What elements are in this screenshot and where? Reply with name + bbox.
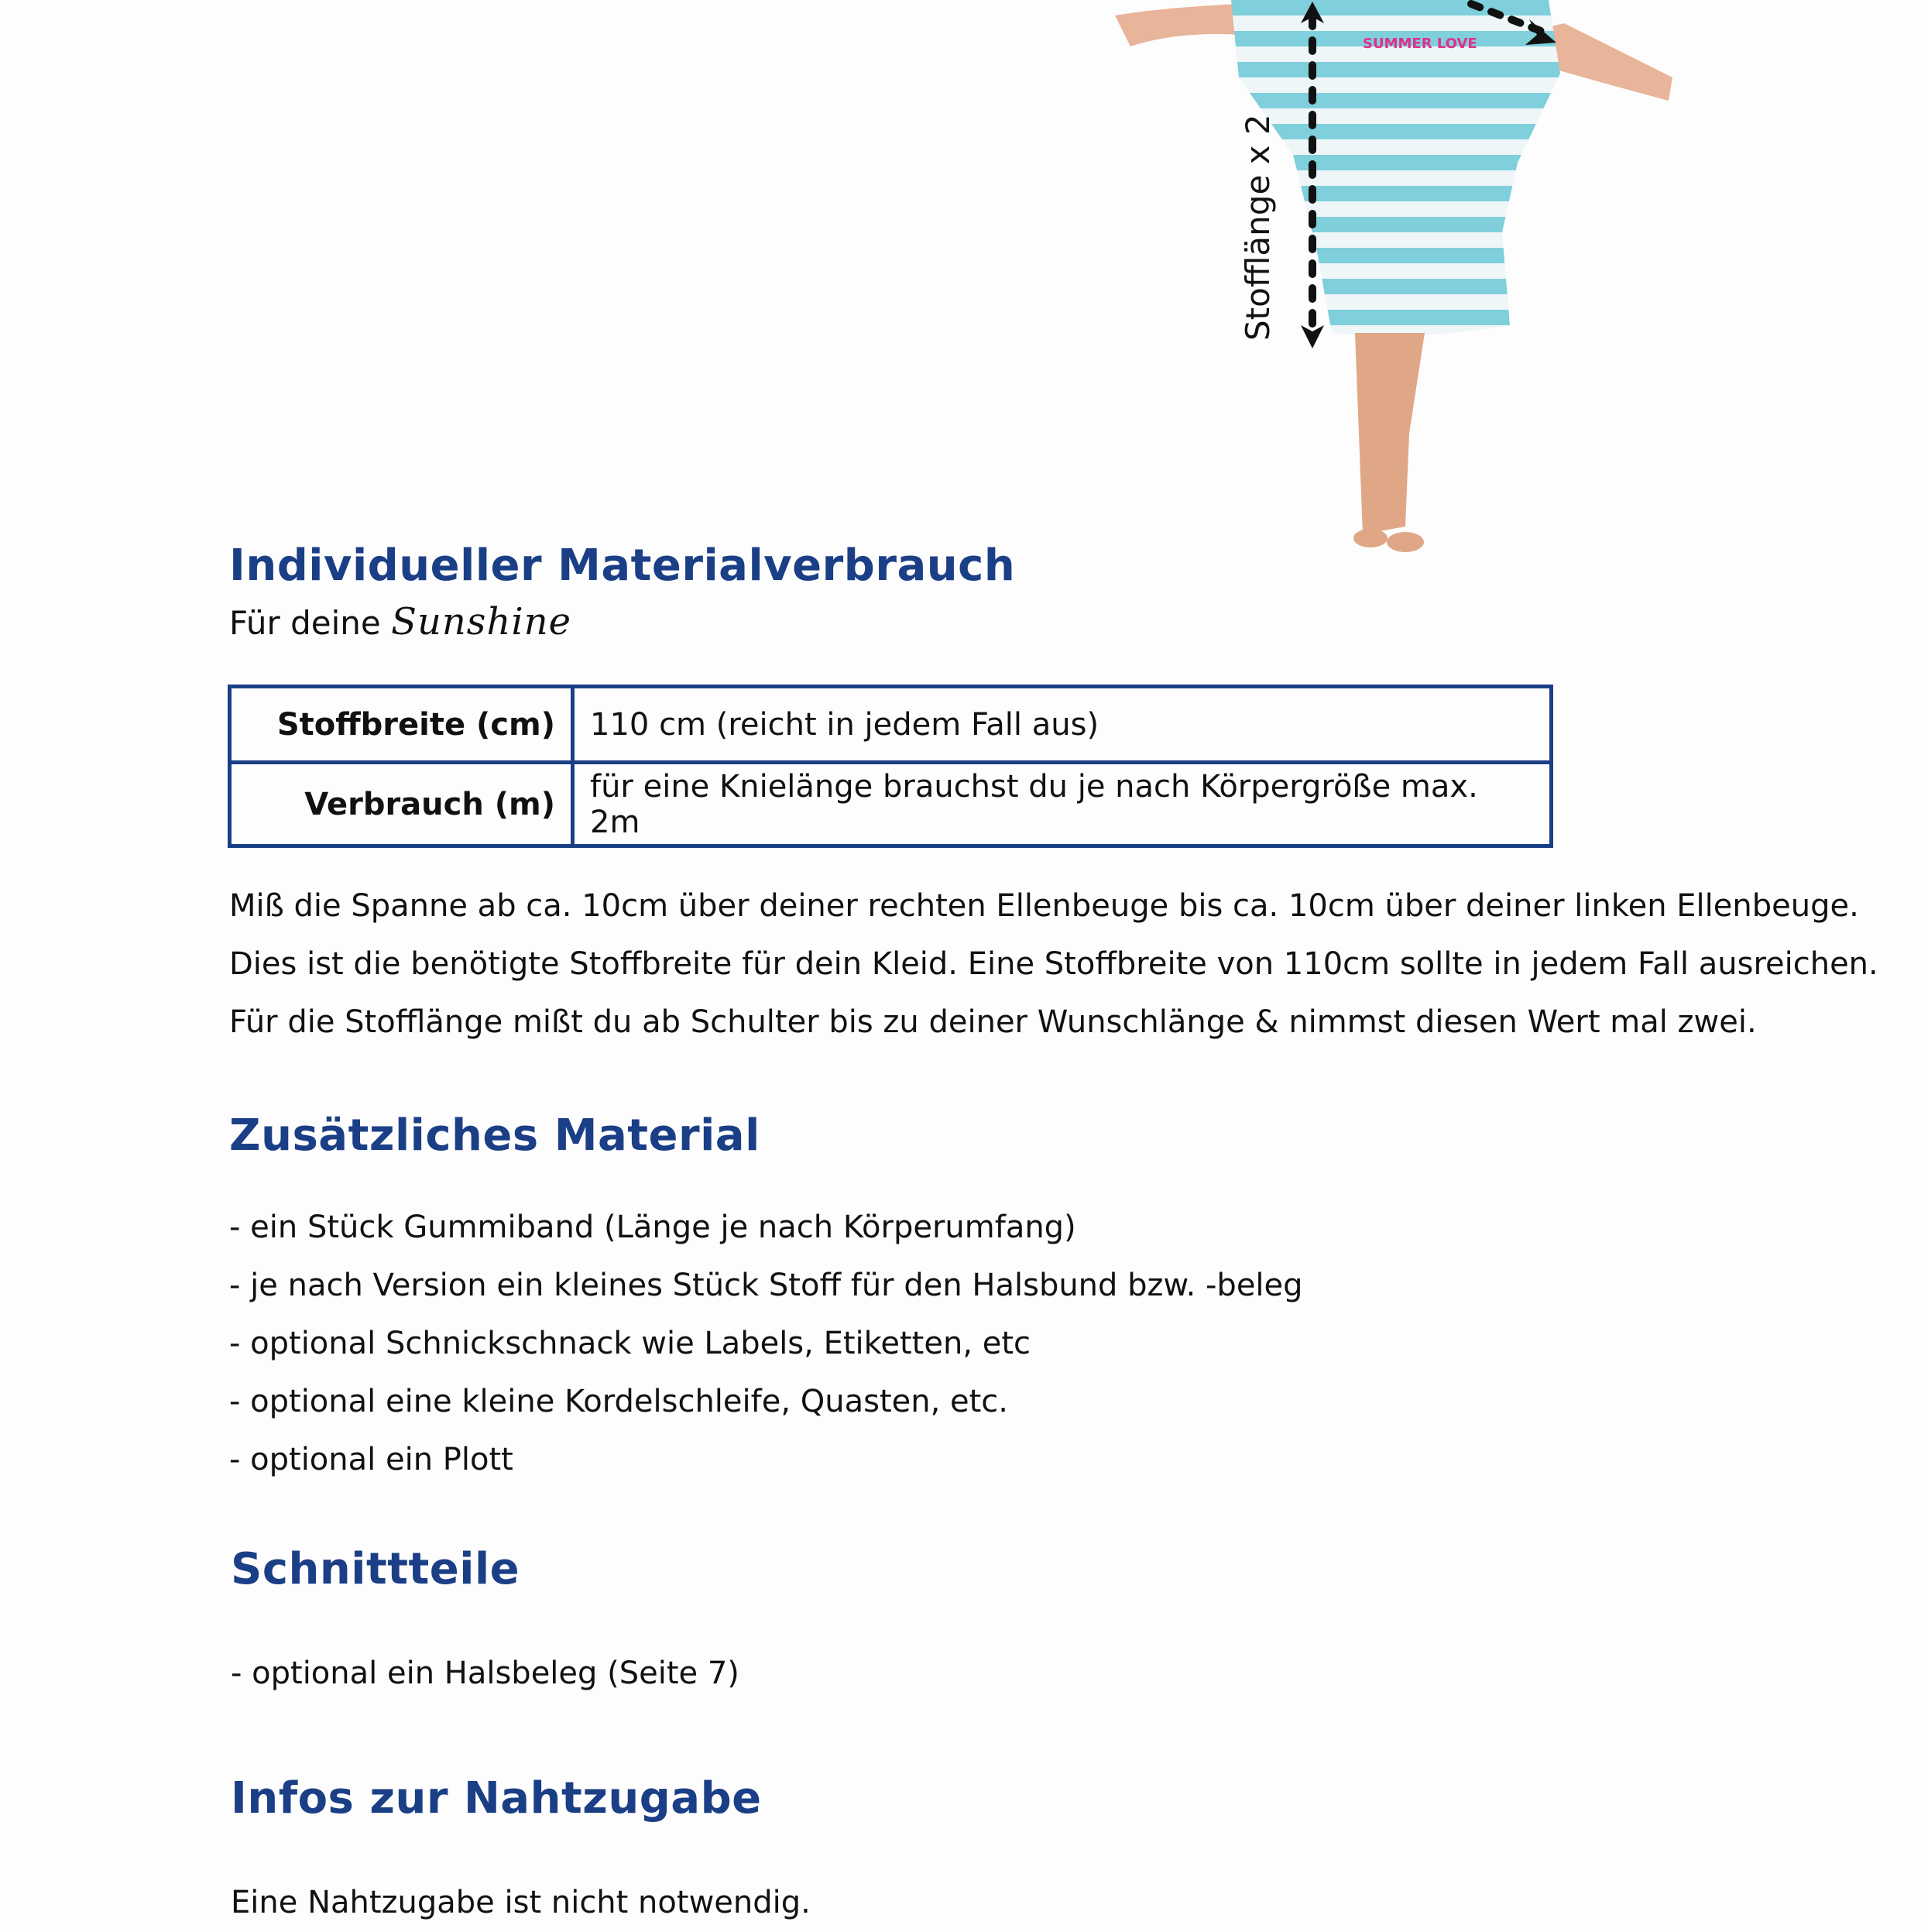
section-title-zusaetzliches-material: Zusätzliches Material: [229, 1110, 760, 1161]
nahtzugabe-text: Eine Nahtzugabe ist nicht notwendig.: [231, 1885, 811, 1920]
instruction-line: Miß die Spanne ab ca. 10cm über deiner rechten Ellenbeuge bis ca. 10cm über deiner linken Ellenbeuge.: [229, 888, 1859, 924]
section-title-nahtzugabe: Infos zur Nahtzugabe: [231, 1773, 762, 1824]
left-arm: [1115, 4, 1243, 46]
table-label: Verbrauch (m): [230, 763, 573, 846]
measure-label: Stofflänge x 2: [1239, 114, 1277, 341]
arrow-head-down-icon: [1301, 325, 1324, 348]
dress-photo: [1099, 0, 1688, 573]
list-item: - je nach Version ein kleines Stück Stoff für den Halsbund bzw. -beleg: [229, 1268, 1303, 1303]
table-label: Stoffbreite (cm): [230, 687, 573, 763]
list-item: - optional ein Halsbeleg (Seite 7): [231, 1656, 739, 1691]
table-row: [230, 687, 1552, 763]
schnittteile-list: [231, 1645, 739, 1703]
subtitle: [229, 600, 571, 643]
legs: [1355, 333, 1425, 534]
list-item: - optional Schnickschnack wie Labels, Etiketten, etc: [229, 1326, 1031, 1361]
table-value: 110 cm (reicht in jedem Fall aus): [573, 687, 1552, 763]
subtitle-script: Sunshine: [391, 600, 572, 643]
section-title-materialverbrauch: Individueller Materialverbrauch: [229, 540, 1016, 591]
table-value: für eine Knielänge brauchst du je nach Körpergröße max. 2m: [573, 763, 1552, 846]
material-list: [229, 1199, 1303, 1489]
instructions: [229, 877, 1878, 1052]
list-item: - ein Stück Gummiband (Länge je nach Körperumfang): [229, 1210, 1076, 1245]
section-title-schnittteile: Schnittteile: [231, 1544, 520, 1594]
instruction-line: Dies ist die benötigte Stoffbreite für dein Kleid. Eine Stoffbreite von 110cm sollte in jedem Fall ausreichen.: [229, 946, 1878, 982]
material-table: [228, 685, 1553, 848]
shirt-print: SUMMER LOVE: [1363, 36, 1477, 52]
instruction-line: Für die Stofflänge mißt du ab Schulter bis zu deiner Wunschlänge & nimmst diesen Wert mal zwei.: [229, 1004, 1757, 1040]
table-row: [230, 763, 1552, 846]
list-item: - optional ein Plott: [229, 1442, 513, 1477]
list-item: - optional eine kleine Kordelschleife, Quasten, etc.: [229, 1384, 1009, 1419]
subtitle-prefix: Für deine: [229, 604, 381, 642]
